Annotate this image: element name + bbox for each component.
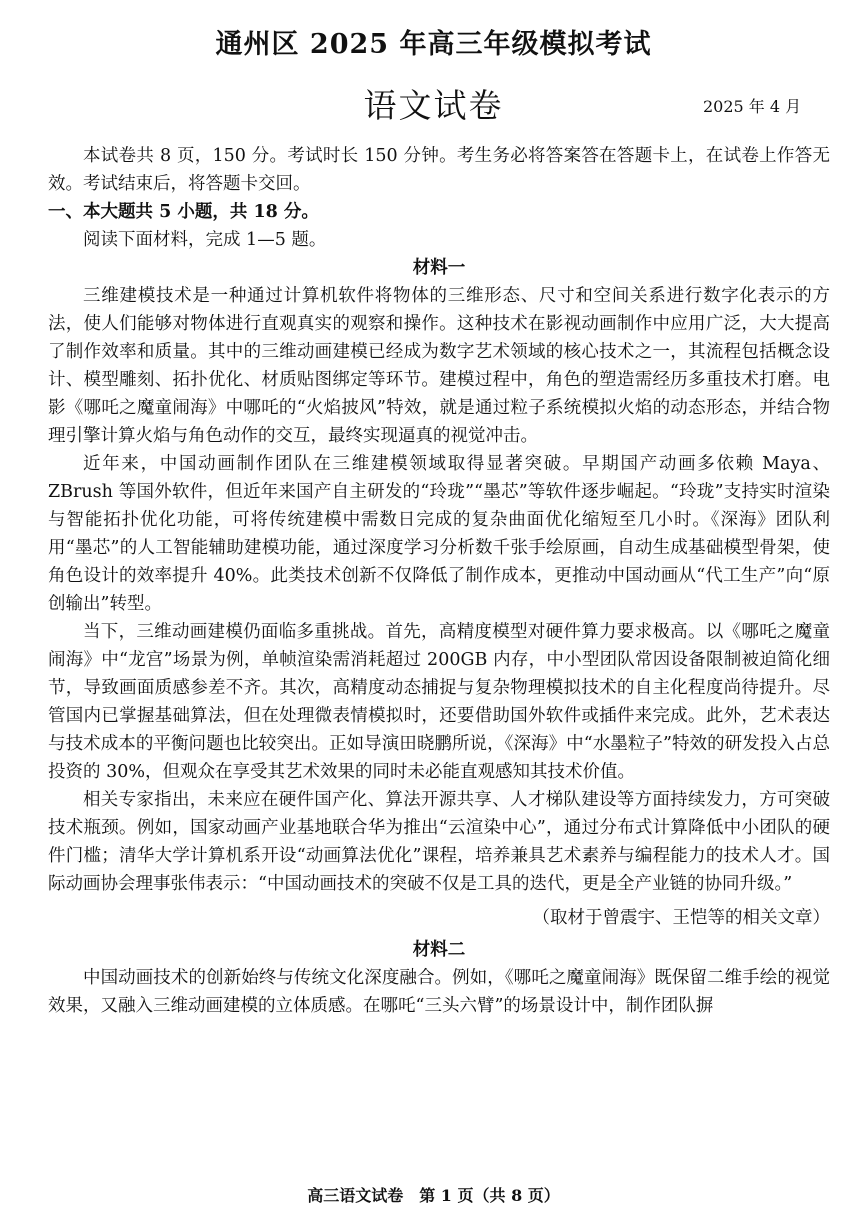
subject-title: 语文试卷 [363, 86, 504, 125]
page-footer: 高三语文试卷 第 1 页（共 8 页） [307, 1186, 560, 1205]
section-heading: 一、本大题共 5 小题，共 18 分。 [48, 202, 319, 222]
material-1-source: （取材于曾震宇、王恺等的相关文章） [532, 908, 830, 928]
exam-date: 2025 年 4 月 [703, 97, 802, 116]
section-prompt: 阅读下面材料，完成 1—5 题。 [83, 230, 327, 250]
material-2-paragraph: 中国动画技术的创新始终与传统文化深度融合。例如，《哪吒之魔童闹海》既保留二维手绘的视觉效果，又融入三维动画建模的立体质感。在哪吒“三头六臂”的场景设计中，制作团队摒 [48, 968, 830, 1016]
material-1-paragraph: 当下，三维动画建模仍面临多重挑战。首先，高精度模型对硬件算力要求极高。以《哪吒之魔童闹海》中“龙宫”场景为例，单帧渲染需消耗超过 200GB 内存，中小型团队常因设备限制被迫简化细节，导致画面质感参差不齐。其次，高精度动态捕捉与复杂物理模拟技术的自主化程度尚待提升。尽管国内已掌握基础算法，但在处理微表情模拟时，还要借助国外软件或插件来完成。此外，艺术表达与技术成本的平衡问题也比较突出。正如导演田晓鹏所说，《深海》中“水墨粒子”特效的研发投入占总投资的 30%，但观众在享受其艺术效果的同时未必能直观感知其技术价值。 [48, 622, 830, 782]
material-1-title: 材料一 [412, 258, 466, 278]
material-2-title: 材料二 [412, 940, 466, 960]
instructions: 本试卷共 8 页，150 分。考试时长 150 分钟。考生务必将答案答在答题卡上，在试卷上作答无效。考试结束后，将答题卡交回。 [48, 146, 830, 194]
material-1-paragraph: 相关专家指出，未来应在硬件国产化、算法开源共享、人才梯队建设等方面持续发力，方可突破技术瓶颈。例如，国家动画产业基地联合华为推出“云渲染中心”，通过分布式计算降低中小团队的硬件门槛；清华大学计算机系开设“动画算法优化”课程，培养兼具艺术素养与编程能力的技术人才。国际动画协会理事张伟表示：“中国动画技术的突破不仅是工具的迭代，更是全产业链的协同升级。” [48, 790, 830, 894]
exam-title: 通州区 2025 年高三年级模拟考试 [215, 29, 652, 60]
material-1-paragraph: 近年来，中国动画制作团队在三维建模领域取得显著突破。早期国产动画多依赖 Maya、ZBrush 等国外软件，但近年来国产自主研发的“玲珑”“墨芯”等软件逐步崛起。“玲珑”支持实时渲染与智能拓扑优化功能，可将传统建模中需数日完成的复杂曲面优化缩短至几小时。《深海》团队利用“墨芯”的人工智能辅助建模功能，通过深度学习分析数千张手绘原画，自动生成基础模型骨架，使角色设计的效率提升 40%。此类技术创新不仅降低了制作成本，更推动中国动画从“代工生产”向“原创输出”转型。 [48, 454, 830, 614]
exam-body [48, 142, 830, 1020]
material-1-paragraph: 三维建模技术是一种通过计算机软件将物体的三维形态、尺寸和空间关系进行数字化表示的方法，使人们能够对物体进行直观真实的观察和操作。这种技术在影视动画制作中应用广泛，大大提高了制作效率和质量。其中的三维动画建模已经成为数字艺术领域的核心技术之一，其流程包括概念设计、模型雕刻、拓扑优化、材质贴图绑定等环节。建模过程中，角色的塑造需经历多重技术打磨。电影《哪吒之魔童闹海》中哪吒的“火焰披风”特效，就是通过粒子系统模拟火焰的动态形态，并结合物理引擎计算火焰与角色动作的交互，最终实现逼真的视觉冲击。 [48, 286, 830, 446]
